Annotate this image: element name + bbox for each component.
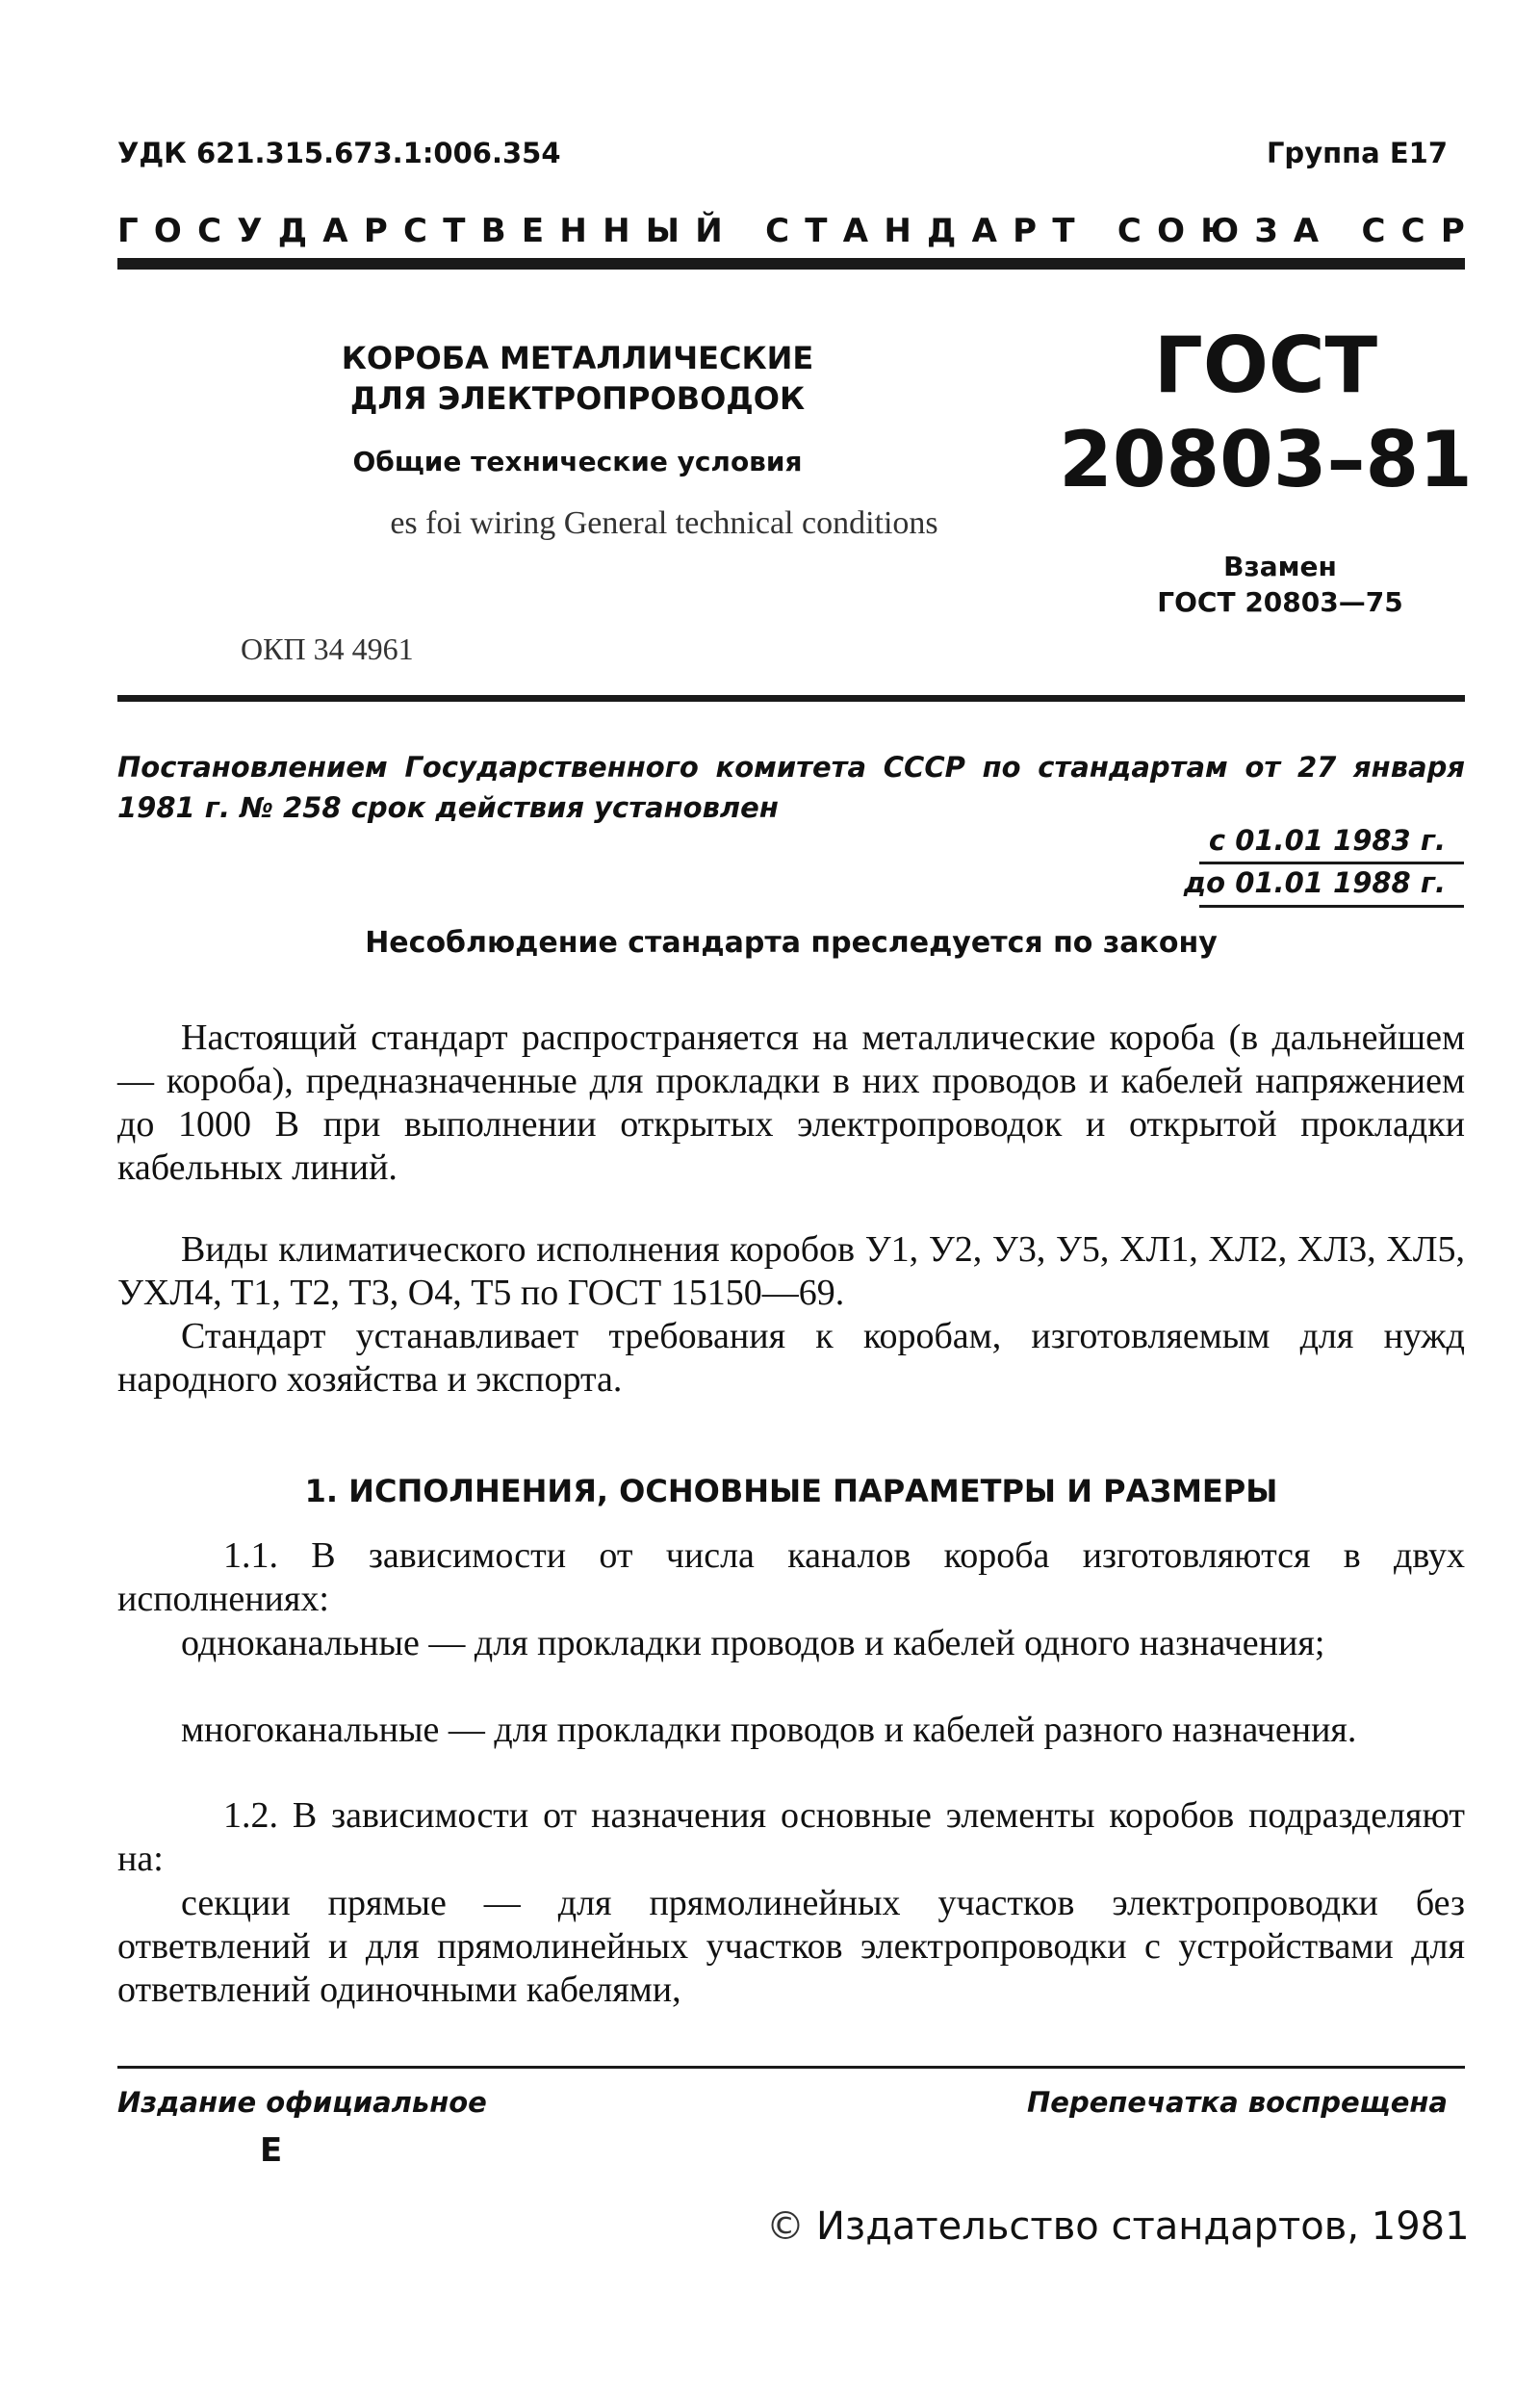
banner-letter [1091,212,1102,250]
document-title [308,339,847,419]
banner-letter: С [765,212,790,250]
replaced-gost: ГОСТ 20803—75 [1157,586,1403,618]
banner-letter: З [1254,212,1278,250]
valid-from-date: с 01.01 1983 г. [1208,824,1446,857]
banner-letter: Г [117,212,139,250]
banner-letter: Ю [1200,212,1240,250]
banner-letter: Д [927,212,957,250]
replace-label: Взамен [1223,551,1337,582]
banner-letter: С [1361,212,1386,250]
clause-1-1-multi-channel: многоканальные — для прокладки проводов и кабелей разного назначения. [181,1710,1357,1750]
banner-letter: В [480,212,506,250]
banner-letter: С [1116,212,1142,250]
banner-letter: Д [277,212,308,250]
clause-1-2: 1.2. В зависимости от назначения основные элементы коробов подразделяют на: [117,1795,1465,1879]
clause-1-2-straight-sections: секции прямые — для прямолинейных участков электропроводки без ответвлений и для прямолинейных участков электропроводки с устройствами для ответвлений одиночными кабелями, [117,1883,1465,2010]
gost-number: 20803–81 [1059,415,1473,504]
date-rule-bottom [1199,905,1464,908]
banner-letter: Ы [645,212,680,250]
valid-to-date: до 01.01 1988 г. [1183,866,1446,899]
bottom-rule [117,2066,1465,2069]
banner-letter: Е [521,212,545,250]
okp-code: ОКП 34 4961 [241,631,414,666]
official-edition: Издание официальное [117,2086,487,2119]
date-rule-top [1199,862,1464,864]
banner-letter: А [1293,212,1320,250]
banner-letter: Р [1440,212,1465,250]
copyright-line [766,2204,1470,2249]
gost-label: ГОСТ [1153,321,1378,410]
title-line-1: КОРОБА МЕТАЛЛИЧЕСКИЕ [341,340,814,376]
banner-letter: Т [805,212,828,250]
state-standard-banner [117,212,1465,250]
top-rule [117,258,1465,270]
edition-letter: Е [260,2131,283,2170]
section-heading: 1. ИСПОЛНЕНИЯ, ОСНОВНЫЕ ПАРАМЕТРЫ И РАЗМЕРЫ [304,1473,1278,1509]
group-code: Группа Е17 [1266,137,1448,169]
banner-letter: А [322,212,348,250]
scope-paragraph: Стандарт устанавливает требования к коробам, изготовляемым для нужд народного хозяйства и экспорта. [117,1316,1465,1400]
document-subtitle: Общие технические условия [352,446,803,477]
banner-letter [1334,212,1346,250]
middle-rule [117,695,1465,702]
banner-letter: Н [559,212,587,250]
udk-code: УДК 621.315.673.1:006.354 [117,137,561,169]
title-line-2: ДЛЯ ЭЛЕКТРОПРОВОДОК [349,379,806,417]
banner-letter: С [1400,212,1425,250]
banner-letter: О [1157,212,1185,250]
banner-letter: Н [603,212,630,250]
intro-paragraph: Настоящий стандарт распространяется на металлические короба (в дальнейшем — короба), предназначенные для прокладки в них проводов и кабелей напряжением до 1000 В при выполнении открытых электропроводок и открытой прокладки кабельных линий. [117,1017,1465,1188]
english-title: es foi wiring General technical conditions [390,505,938,541]
decree-text: Постановлением Государственного комитета СССР по стандартам от 27 января 1981 г. № 258 срок действия установлен [117,751,1465,825]
clause-1-1: 1.1. В зависимости от числа каналов короба изготовляются в двух исполнениях: [117,1535,1465,1619]
banner-letter: Р [1013,212,1038,250]
clause-1-1-single-channel: одноканальные — для прокладки проводов и кабелей одного назначения; [181,1623,1325,1663]
law-notice: Несоблюдение стандарта преследуется по закону [365,926,1218,960]
banner-letter: Й [695,212,723,250]
banner-letter: А [971,212,997,250]
climate-paragraph: Виды климатического исполнения коробов У1, У2, У3, У5, ХЛ1, ХЛ2, ХЛ3, ХЛ5, УХЛ4, Т1, Т2, Т3, О4, Т5 по ГОСТ 15150—69. [117,1229,1465,1313]
banner-letter: А [842,212,869,250]
banner-letter: О [153,212,182,250]
banner-letter: Р [363,212,388,250]
banner-letter: Т [443,212,466,250]
reprint-forbidden: Перепечатка воспрещена [1027,2086,1448,2119]
banner-letter: Т [1052,212,1075,250]
banner-letter: С [403,212,427,250]
copyright-icon: © [766,2204,805,2249]
banner-letter [738,212,750,250]
banner-letter: Н [884,212,911,250]
banner-letter: С [197,212,222,250]
banner-letter: У [237,212,263,250]
publisher: Издательство стандартов, 1981 [816,2204,1470,2249]
